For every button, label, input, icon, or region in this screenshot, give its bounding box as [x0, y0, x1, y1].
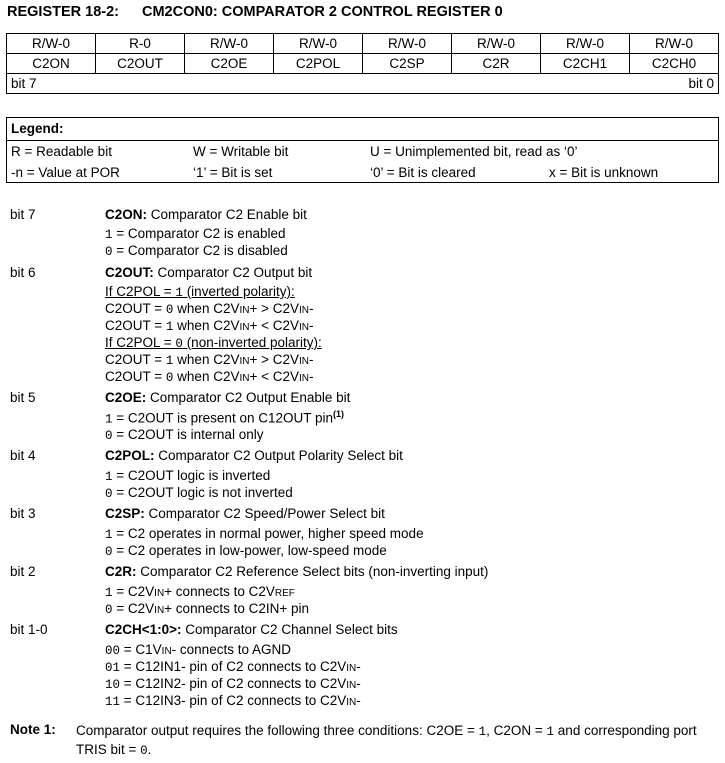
value-code: 0: [165, 303, 174, 317]
subscript: IN: [299, 305, 309, 316]
legend-unknown: x = Bit is unknown: [549, 165, 659, 180]
bit7-desc: Comparator C2 Enable bit: [147, 207, 307, 222]
legend-row: [7, 162, 718, 183]
access-row: [7, 34, 719, 54]
value-text: + < C2V: [249, 369, 299, 384]
subscript: IN: [239, 322, 250, 333]
value-text: when C2V: [173, 352, 240, 367]
bit1-0-value-10: [105, 676, 361, 692]
bit5-description: [105, 390, 350, 405]
bit3-value-0: [105, 543, 387, 559]
register-name: CM2CON0: COMPARATOR 2 CONTROL REGISTER 0: [142, 4, 503, 20]
value-code: 01: [105, 661, 121, 675]
access-cell: R/W-0: [7, 34, 96, 54]
value-text: -: [356, 693, 361, 708]
bit7-description: [105, 207, 307, 222]
value-code: 1: [165, 354, 174, 368]
value-text: + > C2V: [249, 301, 299, 316]
value-code: 11: [105, 695, 121, 709]
bit3-value-1: [105, 526, 424, 542]
legend-box: [6, 117, 719, 183]
legend-writable: W = Writable bit: [193, 144, 289, 159]
value-code: 10: [105, 678, 121, 692]
subscript: IN: [239, 356, 250, 367]
bitname-cell: C2ON: [7, 54, 96, 74]
note-text: .: [147, 742, 152, 757]
bit3-desc: Comparator C2 Speed/Power Select bit: [144, 506, 385, 521]
value-text: C2OUT =: [105, 352, 166, 367]
legend-header: Legend:: [7, 118, 718, 141]
access-cell: R/W-0: [363, 34, 452, 54]
value-text: -: [309, 318, 314, 333]
bit2-desc: Comparator C2 Reference Select bits (non-inverting input): [136, 564, 489, 579]
bit4-value-1: [105, 468, 270, 484]
value-text: C2OUT =: [105, 318, 166, 333]
bit7-label: bit 7: [10, 207, 36, 222]
value-code: 1: [105, 586, 113, 600]
value-text: C2OUT =: [105, 369, 166, 384]
bit5-value-0: [105, 427, 263, 443]
value-text: = C1V: [120, 642, 162, 657]
register-title: [7, 4, 503, 20]
bitname-cell: C2SP: [363, 54, 452, 74]
value-text: = C2V: [112, 601, 155, 616]
bit6-desc: Comparator C2 Output bit: [153, 265, 313, 280]
legend-unimplemented: U = Unimplemented bit, read as ‘0’: [370, 144, 578, 159]
bit4-value-0: [105, 485, 293, 501]
value-code: 0: [140, 744, 148, 758]
bit3-name: C2SP:: [105, 506, 145, 521]
subscript: IN: [154, 588, 165, 599]
value-code: 1: [105, 228, 113, 242]
value-code: 1: [105, 470, 113, 484]
value-code: 00: [105, 644, 121, 658]
bit1-0-description: [105, 622, 398, 637]
value-code: 0: [165, 371, 174, 385]
bit5-label: bit 5: [10, 390, 36, 405]
legend-row: [7, 141, 718, 162]
bit2-label: bit 2: [10, 564, 36, 579]
bitname-cell: C2CH1: [541, 54, 630, 74]
value-code: 1: [105, 412, 113, 427]
bit3-label: bit 3: [10, 506, 36, 521]
bit4-label: bit 4: [10, 448, 36, 463]
bit1-0-value-11: [105, 693, 361, 709]
access-cell: R/W-0: [274, 34, 363, 54]
value-text: C2OUT =: [105, 301, 166, 316]
note-text: and corresponding port TRIS bit =: [76, 723, 697, 757]
access-cell: R/W-0: [452, 34, 541, 54]
subscript: IN: [346, 663, 357, 674]
value-text: = C2 operates in low-power, low-speed mode: [112, 543, 387, 558]
value-code: 0: [105, 245, 113, 259]
cond-text: (non-inverted polarity):: [182, 335, 322, 350]
value-code: 1: [546, 725, 555, 739]
value-text: -: [309, 352, 314, 367]
value-text: + > C2V: [249, 352, 299, 367]
bit2-name: C2R:: [105, 564, 137, 579]
cond-text: If C2POL =: [105, 335, 176, 350]
legend-set: ‘1’ = Bit is set: [193, 165, 273, 180]
bit-low-label: bit 0: [688, 76, 714, 91]
value-text: = C12IN3- pin of C2 connects to C2V: [120, 693, 347, 708]
subscript: IN: [239, 373, 250, 384]
subscript: IN: [346, 697, 357, 708]
bit6-label: bit 6: [10, 265, 36, 280]
value-code: 1: [105, 528, 113, 542]
bit6-description: [105, 265, 312, 280]
bitname-cell: C2OE: [185, 54, 274, 74]
value-code: 1: [175, 286, 183, 300]
subscript: IN: [299, 373, 309, 384]
bit2-value-1: [105, 584, 295, 600]
note-text: Comparator output requires the following three conditions: C2OE =: [76, 723, 479, 738]
value-text: + connects to C2V: [164, 584, 275, 599]
value-text: -: [309, 301, 314, 316]
access-cell: R/W-0: [185, 34, 274, 54]
bit3-description: [105, 506, 385, 521]
bit4-description: [105, 448, 403, 463]
access-cell: R/W-0: [541, 34, 630, 54]
bitname-cell: C2OUT: [96, 54, 185, 74]
value-code: 0: [105, 545, 113, 559]
value-code: 0: [105, 487, 113, 501]
note-text: , C2ON =: [486, 723, 547, 738]
value-text: = C12IN1- pin of C2 connects to C2V: [120, 659, 347, 674]
bit2-value-0: [105, 601, 309, 617]
bit4-name: C2POL:: [105, 448, 155, 463]
access-cell: R-0: [96, 34, 185, 54]
bitname-cell: C2POL: [274, 54, 363, 74]
value-text: + connects to C2IN+ pin: [164, 601, 310, 616]
bit7-value-1: [105, 226, 285, 242]
bit7-name: C2ON:: [105, 207, 148, 222]
bit-position-cell: [7, 74, 719, 94]
register-number: REGISTER 18-2:: [7, 4, 119, 20]
subscript: IN: [161, 646, 172, 657]
footnote-label: Note 1:: [10, 722, 56, 737]
bit-position-row: [7, 74, 719, 94]
bit5-value-1: [105, 409, 344, 427]
bit6-condition-2: [105, 335, 322, 351]
bitname-cell: C2CH0: [630, 54, 719, 74]
bitname-cell: C2R: [452, 54, 541, 74]
value-text: = C2OUT logic is not inverted: [112, 485, 293, 500]
value-text: + < C2V: [249, 318, 299, 333]
value-text: -: [309, 369, 314, 384]
bit6-name: C2OUT:: [105, 265, 154, 280]
bit5-name: C2OE:: [105, 390, 147, 405]
bit1-0-value-01: [105, 659, 361, 675]
value-code: 0: [105, 603, 113, 617]
bit6-condition-1: [105, 284, 295, 300]
value-code: 0: [175, 337, 183, 351]
bit6-line-a2: [105, 318, 314, 334]
value-text: = C2OUT is internal only: [112, 427, 264, 442]
value-text: - connects to AGND: [171, 642, 291, 657]
value-text: when C2V: [173, 369, 240, 384]
bit4-desc: Comparator C2 Output Polarity Select bit: [154, 448, 403, 463]
bit1-0-value-00: [105, 642, 291, 658]
bitname-row: [7, 54, 719, 74]
subscript: REF: [274, 588, 295, 599]
footnote-text: [76, 722, 716, 760]
bit2-description: [105, 564, 488, 579]
subscript: IN: [346, 680, 357, 691]
value-text: = C2V: [112, 584, 155, 599]
bit5-desc: Comparator C2 Output Enable bit: [146, 390, 351, 405]
value-code: 1: [165, 320, 174, 334]
subscript: IN: [154, 605, 165, 616]
value-text: = C2 operates in normal power, higher speed mode: [112, 526, 424, 541]
value-text: = C12IN2- pin of C2 connects to C2V: [120, 676, 347, 691]
access-cell: R/W-0: [630, 34, 719, 54]
bit-high-label: bit 7: [11, 76, 37, 91]
value-code: 1: [478, 725, 487, 739]
cond-text: If C2POL =: [105, 284, 176, 299]
footnote-ref: (1): [333, 409, 344, 419]
bit1-0-label: bit 1-0: [10, 622, 48, 637]
bit6-line-b2: [105, 369, 314, 385]
value-text: = C2OUT logic is inverted: [112, 468, 271, 483]
bit6-line-a1: [105, 301, 314, 317]
legend-cleared: ‘0’ = Bit is cleared: [370, 165, 476, 180]
bit1-0-desc: Comparator C2 Channel Select bits: [181, 622, 398, 637]
value-text: = C2OUT is present on C12OUT pin: [112, 410, 333, 426]
value-text: -: [356, 676, 361, 691]
value-text: when C2V: [173, 301, 240, 316]
legend-readable: R = Readable bit: [11, 144, 112, 159]
value-text: -: [356, 659, 361, 674]
value-text: = Comparator C2 is disabled: [112, 243, 288, 258]
bit7-value-0: [105, 243, 288, 259]
value-text: when C2V: [173, 318, 240, 333]
subscript: IN: [239, 305, 250, 316]
value-text: = Comparator C2 is enabled: [112, 226, 286, 241]
bit1-0-name: C2CH<1:0>:: [105, 622, 182, 637]
cond-text: (inverted polarity):: [182, 284, 295, 299]
bit6-line-b1: [105, 352, 314, 368]
value-code: 0: [105, 429, 113, 443]
register-bit-table: [6, 33, 719, 94]
legend-por: -n = Value at POR: [11, 165, 120, 180]
subscript: IN: [299, 322, 309, 333]
subscript: IN: [299, 356, 309, 367]
